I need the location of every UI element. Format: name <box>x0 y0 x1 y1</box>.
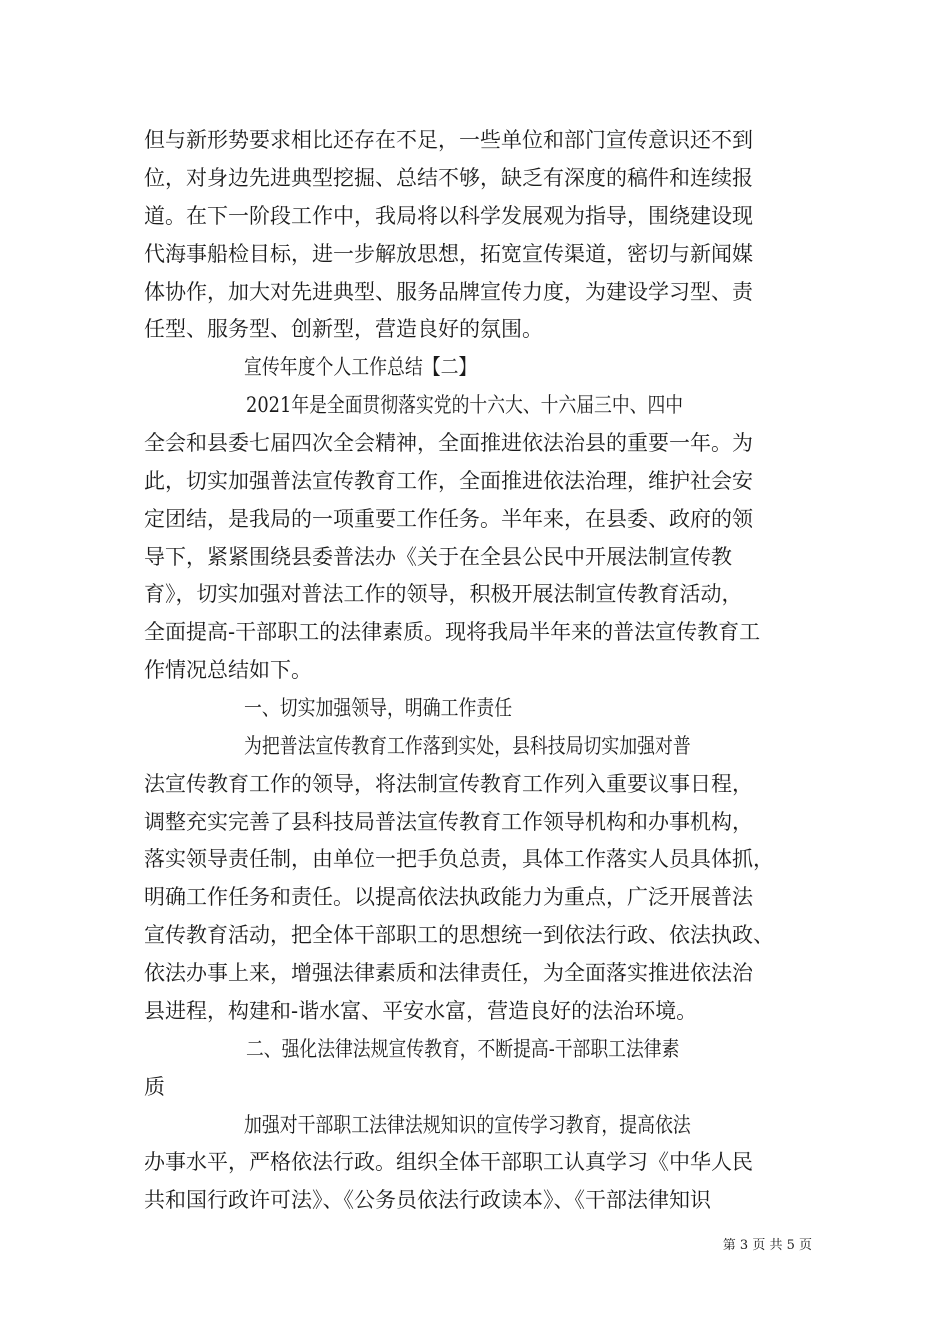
body-line: 办事水平，严格依法行政。组织全体干部职工认真学习《中华人民 <box>144 1150 753 1174</box>
body-line: 依法办事上来，增强法律素质和法律责任，为全面落实推进依法治 <box>144 961 753 985</box>
body-line: 落实领导责任制，由单位一把手负总责，具体工作落实人员具体抓， <box>144 847 774 871</box>
body-line: 代海事船检目标，进一步解放思想，拓宽宣传渠道，密切与新闻媒 <box>144 242 753 266</box>
body-line: 作情况总结如下。 <box>144 658 312 682</box>
body-line: 为把普法宣传教育工作落到实处，县科技局切实加强对普 <box>244 734 691 758</box>
body-line: 导下，紧紧围绕县委普法办《关于在全县公民中开展法制宣传教 <box>144 545 732 569</box>
subheading-1: 一、切实加强领导，明确工作责任 <box>244 696 513 720</box>
body-line: 明确工作任务和责任。以提高依法执政能力为重点，广泛开展普法 <box>144 885 753 909</box>
body-line: 但与新形势要求相比还存在不足，一些单位和部门宣传意识还不到 <box>144 128 753 152</box>
body-line: 全会和县委七届四次全会精神，全面推进依法治县的重要一年。为 <box>144 431 753 455</box>
page-number-footer: 第 3 页 共 5 页 <box>722 1238 812 1253</box>
body-line: 任型、服务型、创新型，营造良好的氛围。 <box>144 317 543 341</box>
body-line: 加强对干部职工法律法规知识的宣传学习教育，提高依法 <box>244 1113 691 1137</box>
body-line: 此，切实加强普法宣传教育工作，全面推进依法治理，维护社会安 <box>144 469 753 493</box>
body-line: 体协作，加大对先进典型、服务品牌宣传力度，为建设学习型、责 <box>144 280 753 304</box>
body-line: 法宣传教育工作的领导，将法制宣传教育工作列入重要议事日程， <box>144 772 753 796</box>
body-line: 育》，切实加强对普法工作的领导，积极开展法制宣传教育活动， <box>144 582 743 606</box>
body-line: 位，对身边先进典型挖掘、总结不够，缺乏有深度的稿件和连续报 <box>144 166 753 190</box>
body-line: 质 <box>144 1075 165 1099</box>
body-line: 共和国行政许可法》、《公务员依法行政读本》、《干部法律知识 <box>144 1188 711 1212</box>
body-line: 道。在下一阶段工作中，我局将以科学发展观为指导，围绕建设现 <box>144 204 753 228</box>
section-heading: 宣传年度个人工作总结【二】 <box>244 355 477 379</box>
body-line: 宣传教育活动，把全体干部职工的思想统一到依法行政、依法执政、 <box>144 923 774 947</box>
body-line: 调整充实完善了县科技局普法宣传教育工作领导机构和办事机构， <box>144 810 753 834</box>
body-line: 全面提高-干部职工的法律素质。现将我局半年来的普法宣传教育工 <box>144 620 761 644</box>
body-line: 县进程，构建和-谐水富、平安水富，营造良好的法治环境。 <box>144 999 698 1023</box>
body-line: 2021年是全面贯彻落实党的十六大、十六届三中、四中 <box>246 393 684 417</box>
body-line: 定团结，是我局的一项重要工作任务。半年来，在县委、政府的领 <box>144 507 753 531</box>
subheading-2: 二、强化法律法规宣传教育，不断提高-干部职工法律素 <box>246 1037 680 1061</box>
